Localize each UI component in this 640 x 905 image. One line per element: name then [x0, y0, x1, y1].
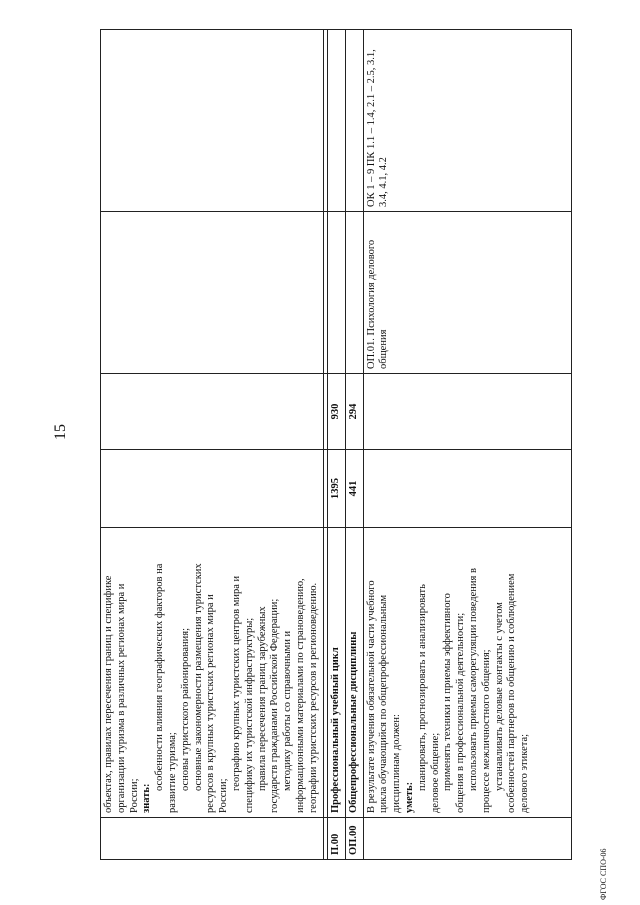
text-line: деловое общение; [429, 732, 441, 813]
text-line-can: уметь: [403, 781, 415, 813]
table-row-discipline [363, 30, 571, 860]
cell-max-empty [101, 450, 324, 528]
text-line: России; [218, 778, 230, 813]
text-line: развитие туризма; [166, 732, 178, 813]
text-line: применять техники и приемы эффективного [442, 593, 454, 791]
curriculum-table [100, 29, 572, 860]
cycle-subject-empty [327, 212, 345, 374]
page-number: 15 [52, 424, 69, 440]
table-row-general-disciplines [345, 30, 363, 860]
discipline-competencies: ОК 1 – 9 ПК 1.1 – 1.4, 2.1 – 2.5, 3.1, 3.4, 4.1, 4.2 [363, 30, 571, 212]
text-line: специфику их туристской инфраструктуры; [243, 617, 255, 813]
cycle-hours-max: 1395 [327, 450, 345, 528]
cycle-competence-empty [327, 30, 345, 212]
general-code: ОП.00 [345, 818, 363, 860]
text-line: организации туризма в различных регионах мира и [115, 583, 127, 813]
discipline-subject: ОП.01. Психология делового общения [363, 212, 571, 374]
text-line: общения в профессиональной деятельности; [455, 612, 467, 813]
cell-continuation-text [101, 528, 324, 818]
discipline-required-empty [363, 374, 571, 450]
text-line-know: знать: [141, 783, 153, 813]
table-row-continuation [101, 30, 324, 860]
discipline-code-empty [363, 818, 571, 860]
cell-competence-empty [101, 30, 324, 212]
text-line: методику работы со справочными и [282, 630, 294, 791]
text-line: объектах, правилах пересечения границ и специфике [103, 575, 114, 813]
cycle-code: П.00 [327, 818, 345, 860]
text-line: ресурсов в крупных туристских регионах мира и [205, 594, 217, 813]
general-hours-required: 294 [345, 374, 363, 450]
text-line: географию крупных туристских центров мира и [230, 575, 242, 791]
cell-code-empty [101, 818, 324, 860]
text-line: использовать приемы саморегуляции поведения в [467, 568, 479, 791]
text-line: цикла обучающийся по общепрофессиональным [378, 594, 390, 813]
text-line: устанавливать деловые контакты с учетом [493, 602, 505, 791]
cycle-hours-required: 930 [327, 374, 345, 450]
cell-required-empty [101, 374, 324, 450]
curriculum-table-rotated [100, 30, 572, 860]
text-line: России; [128, 778, 140, 813]
cell-discipline-text [363, 528, 571, 818]
text-line: дисциплинам должен: [391, 714, 403, 813]
text-line: информационными материалами по страноведению, [294, 578, 306, 813]
text-line: географии туристских ресурсов и регионоведению. [307, 582, 319, 813]
general-name: Общепрофессиональные дисциплины [345, 528, 363, 818]
cell-subject-empty [101, 212, 324, 374]
text-line: правила пересечения границ зарубежных [256, 606, 268, 791]
general-subject-empty [345, 212, 363, 374]
text-line: основы туристского районирования; [179, 627, 191, 791]
text-line: государств гражданами Российской Федерации; [269, 598, 281, 813]
text-line: делового этикета; [519, 733, 531, 813]
cycle-name: Профессиональный учебный цикл [327, 528, 345, 818]
text-line: планировать, прогнозировать и анализировать [416, 584, 428, 791]
general-hours-max: 441 [345, 450, 363, 528]
text-line: особенности влияния географических факторов на [154, 563, 166, 791]
table-row-professional-cycle [327, 30, 345, 860]
text-line: основные закономерности размещения туристских [192, 563, 204, 791]
text-line: особенностей партнеров по общению и соблюдением [506, 573, 518, 813]
discipline-max-empty [363, 450, 571, 528]
text-line: процессе межличностного общения; [480, 649, 492, 813]
document-code: ФГОС СПО-06 [599, 848, 608, 900]
text-line: В результате изучения обязательной части учебного [365, 580, 377, 813]
general-competence-empty [345, 30, 363, 212]
